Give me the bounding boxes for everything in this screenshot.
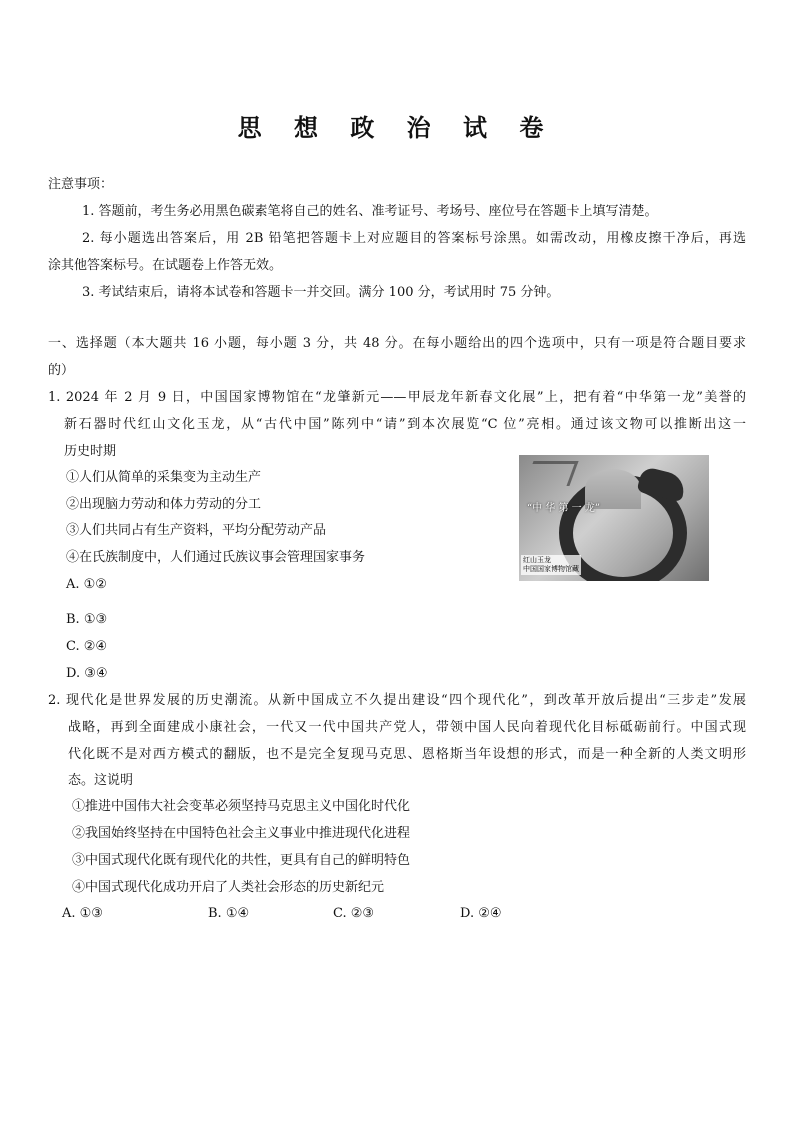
- photo-source-line-1: 红山玉龙: [523, 556, 551, 564]
- photo-caption: “中 华 第 一 龙”: [527, 503, 600, 514]
- q1-statement-1: ①人们从简单的采集变为主动生产: [66, 470, 262, 485]
- photo-source-line-2: 中国国家博物馆藏: [523, 565, 579, 573]
- notice-item-3: 3. 考试结束后，请将本试卷和答题卡一并交回。满分 100 分，考试用时 75 分钟。: [82, 285, 560, 300]
- q2-option-a: A. ①③: [62, 906, 103, 921]
- q2-statement-4: ④中国式现代化成功开启了人类社会形态的历史新纪元: [72, 880, 385, 895]
- q1-statement-3: ③人们共同占有生产资料，平均分配劳动产品: [66, 523, 327, 538]
- section-heading: 一、选择题（本大题共 16 小题，每小题 3 分，共 48 分。在每小题给出的四个选项中，只有一项是符合题目要求: [48, 336, 746, 351]
- notice-item-1: 1. 答题前，考生务必用黑色碳素笔将自己的姓名、准考证号、考场号、座位号在答题卡上填写清楚。: [82, 204, 658, 219]
- q1-statement-4: ④在氏族制度中，人们通过氏族议事会管理国家事务: [66, 550, 366, 565]
- q1-option-d: D. ③④: [66, 666, 108, 681]
- q2-stem-line-4: 态。这说明: [68, 773, 134, 788]
- q1-option-c: C. ②④: [66, 639, 108, 654]
- q1-option-b: B. ①③: [66, 612, 108, 627]
- q1-stem-line-2: 新石器时代红山文化玉龙，从“古代中国”陈列中“请”到本次展览“C 位”亮相。通过该文物可以推断出这一: [64, 417, 746, 432]
- calligraphy-mark: [524, 461, 578, 486]
- q1-statement-2: ②出现脑力劳动和体力劳动的分工: [66, 497, 262, 512]
- q2-option-c: C. ②③: [333, 906, 375, 921]
- jade-dragon-photo: [519, 455, 709, 581]
- q2-statement-1: ①推进中国伟大社会变革必须坚持马克思主义中国化时代化: [72, 799, 411, 814]
- q1-stem-line-1: 1. 2024 年 2 月 9 日，中国国家博物馆在“龙肇新元——甲辰龙年新春文化展”上，把有着“中华第一龙”美誉的: [48, 390, 746, 405]
- q1-option-a: A. ①②: [66, 577, 107, 592]
- notice-item-2: 2. 每小题选出答案后，用 2B 铅笔把答题卡上对应题目的答案标号涂黑。如需改动，用橡皮擦干净后，再选: [82, 231, 746, 246]
- q2-option-d: D. ②④: [460, 906, 502, 921]
- section-heading-cont: 的）: [48, 363, 75, 378]
- q1-stem-line-3: 历史时期: [64, 444, 117, 459]
- page-title: 思 想 政 治 试 卷: [237, 113, 556, 142]
- photo-source: [521, 555, 581, 575]
- q2-stem-line-3: 代化既不是对西方模式的翻版，也不是完全复现马克思、恩格斯当年设想的形式，而是一种全新的人类文明形: [68, 747, 746, 762]
- notice-heading: 注意事项：: [48, 177, 114, 192]
- notice-item-2-cont: 涂其他答案标号。在试题卷上作答无效。: [48, 258, 283, 273]
- q2-statement-2: ②我国始终坚持在中国特色社会主义事业中推进现代化进程: [72, 826, 411, 841]
- q2-stem-line-1: 2. 现代化是世界发展的历史潮流。从新中国成立不久提出建设“四个现代化”，到改革开放后提出“三步走”发展: [48, 693, 746, 708]
- q2-statement-3: ③中国式现代化既有现代化的共性，更具有自己的鲜明特色: [72, 853, 411, 868]
- q2-stem-line-2: 战略，再到全面建成小康社会，一代又一代中国共产党人，带领中国人民向着现代化目标砥砺前行。中国式现: [68, 720, 746, 735]
- q2-option-b: B. ①④: [208, 906, 250, 921]
